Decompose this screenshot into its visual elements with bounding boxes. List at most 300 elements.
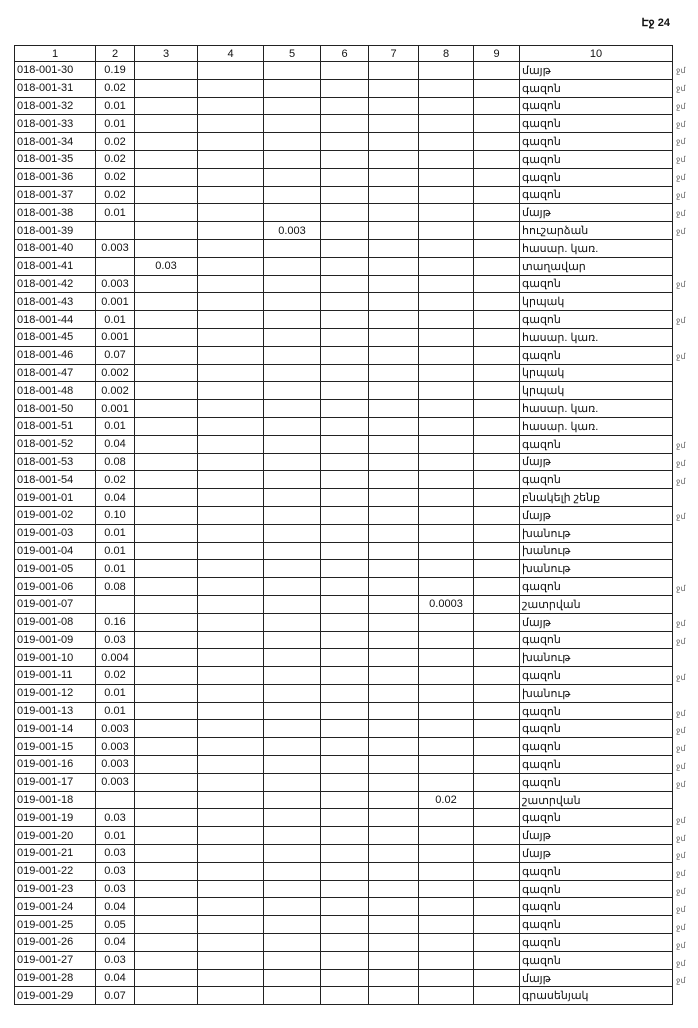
- table-cell: [321, 204, 369, 222]
- table-row: [15, 631, 673, 649]
- table-cell: [369, 880, 419, 898]
- table-cell: [135, 560, 198, 578]
- table-cell: [264, 506, 321, 524]
- table-cell: [419, 613, 474, 631]
- table-cell: 0.04: [96, 435, 135, 453]
- table-cell: [321, 239, 369, 257]
- table-cell: 0.02: [96, 168, 135, 186]
- table-cell: [474, 791, 520, 809]
- margin-note: ջմ: [676, 869, 686, 879]
- table-cell: [135, 898, 198, 916]
- table-cell: [264, 489, 321, 507]
- table-cell: մայթ: [520, 969, 673, 987]
- table-cell: [474, 417, 520, 435]
- table-cell: 0.19: [96, 62, 135, 80]
- table-cell: [264, 880, 321, 898]
- table-cell: 0.002: [96, 364, 135, 382]
- table-cell: [369, 542, 419, 560]
- table-cell: 0.01: [96, 827, 135, 845]
- table-cell: [419, 987, 474, 1005]
- table-cell: գազոն: [520, 79, 673, 97]
- table-cell: [135, 311, 198, 329]
- table-cell: [135, 293, 198, 311]
- table-cell: [321, 293, 369, 311]
- table-cell: 0.003: [96, 738, 135, 756]
- table-cell: [198, 916, 264, 934]
- table-cell: [198, 684, 264, 702]
- table-cell: [321, 631, 369, 649]
- table-cell: [198, 133, 264, 151]
- table-cell: [474, 62, 520, 80]
- table-row: [15, 951, 673, 969]
- table-cell: [264, 667, 321, 685]
- table-cell: 0.003: [96, 773, 135, 791]
- table-cell: [135, 684, 198, 702]
- table-cell: 019-001-29: [15, 987, 96, 1005]
- table-row: [15, 364, 673, 382]
- table-cell: 0.001: [96, 400, 135, 418]
- table-cell: [264, 756, 321, 774]
- table-row: [15, 328, 673, 346]
- table-cell: [474, 222, 520, 240]
- table-row: [15, 133, 673, 151]
- table-cell: խանութ: [520, 560, 673, 578]
- table-cell: [264, 898, 321, 916]
- table-row: [15, 542, 673, 560]
- margin-note: ջմ: [676, 583, 686, 593]
- table-cell: [419, 756, 474, 774]
- table-cell: [369, 738, 419, 756]
- table-cell: 018-001-46: [15, 346, 96, 364]
- table-cell: 018-001-52: [15, 435, 96, 453]
- table-cell: [369, 115, 419, 133]
- table-cell: [264, 542, 321, 560]
- table-cell: [369, 524, 419, 542]
- table-cell: [369, 328, 419, 346]
- table-cell: [135, 435, 198, 453]
- table-cell: [369, 239, 419, 257]
- table-cell: գազոն: [520, 168, 673, 186]
- margin-note: ջմ: [676, 887, 686, 897]
- table-cell: գազոն: [520, 738, 673, 756]
- table-cell: [474, 453, 520, 471]
- table-cell: [419, 435, 474, 453]
- table-row: [15, 471, 673, 489]
- table-cell: [419, 400, 474, 418]
- table-cell: [198, 791, 264, 809]
- table-cell: [419, 275, 474, 293]
- column-header: 6: [321, 46, 369, 62]
- table-cell: [474, 257, 520, 275]
- table-cell: [369, 506, 419, 524]
- table-cell: [419, 489, 474, 507]
- table-cell: [264, 951, 321, 969]
- table-cell: [264, 275, 321, 293]
- table-row: [15, 862, 673, 880]
- margin-note: ջմ: [676, 137, 686, 147]
- table-cell: 0.003: [264, 222, 321, 240]
- table-row: [15, 845, 673, 863]
- margin-note: ջմ: [676, 190, 686, 200]
- table-cell: [321, 845, 369, 863]
- column-header: 5: [264, 46, 321, 62]
- table-cell: 018-001-40: [15, 239, 96, 257]
- table-cell: [474, 524, 520, 542]
- table-cell: [198, 738, 264, 756]
- table-cell: [198, 934, 264, 952]
- table-cell: 0.08: [96, 578, 135, 596]
- table-cell: [474, 293, 520, 311]
- table-cell: [474, 667, 520, 685]
- table-cell: [198, 542, 264, 560]
- table-cell: [264, 186, 321, 204]
- table-cell: [321, 257, 369, 275]
- table-cell: [198, 702, 264, 720]
- table-cell: [474, 560, 520, 578]
- column-header: 2: [96, 46, 135, 62]
- table-cell: [135, 239, 198, 257]
- margin-note: ջմ: [676, 119, 686, 129]
- table-cell: [135, 809, 198, 827]
- table-cell: 018-001-35: [15, 150, 96, 168]
- table-cell: [474, 649, 520, 667]
- table-row: [15, 453, 673, 471]
- table-cell: 0.04: [96, 898, 135, 916]
- table-cell: [419, 809, 474, 827]
- table-cell: [321, 969, 369, 987]
- table-cell: 0.03: [96, 631, 135, 649]
- table-cell: [369, 133, 419, 151]
- margin-note: ջմ: [676, 208, 686, 218]
- table-cell: [474, 489, 520, 507]
- table-cell: 019-001-17: [15, 773, 96, 791]
- table-cell: [369, 311, 419, 329]
- table-cell: [198, 97, 264, 115]
- table-cell: շատրվան: [520, 791, 673, 809]
- table-cell: 019-001-26: [15, 934, 96, 952]
- table-cell: [419, 97, 474, 115]
- table-cell: [474, 239, 520, 257]
- table-cell: [198, 311, 264, 329]
- table-cell: [264, 471, 321, 489]
- table-cell: [369, 79, 419, 97]
- table-cell: [474, 951, 520, 969]
- table-cell: [419, 631, 474, 649]
- table-cell: [369, 720, 419, 738]
- margin-note: ջմ: [676, 173, 686, 183]
- table-cell: [264, 934, 321, 952]
- table-cell: [96, 791, 135, 809]
- table-cell: 0.003: [96, 239, 135, 257]
- table-cell: [198, 328, 264, 346]
- table-cell: [369, 969, 419, 987]
- table-cell: [474, 684, 520, 702]
- page-number: Էջ 24: [641, 17, 670, 29]
- table-cell: [321, 542, 369, 560]
- table-cell: [474, 115, 520, 133]
- table-cell: [135, 756, 198, 774]
- table-cell: 018-001-54: [15, 471, 96, 489]
- table-cell: գազոն: [520, 346, 673, 364]
- table-cell: 019-001-06: [15, 578, 96, 596]
- table-cell: [369, 898, 419, 916]
- table-cell: գազոն: [520, 880, 673, 898]
- margin-note: ջմ: [676, 708, 686, 718]
- table-cell: [474, 168, 520, 186]
- table-cell: [135, 506, 198, 524]
- table-cell: [264, 684, 321, 702]
- table-cell: [135, 489, 198, 507]
- margin-note: ջմ: [676, 83, 686, 93]
- table-cell: [321, 364, 369, 382]
- table-cell: 018-001-34: [15, 133, 96, 151]
- table-cell: [321, 97, 369, 115]
- table-cell: [264, 560, 321, 578]
- table-cell: 018-001-47: [15, 364, 96, 382]
- table-cell: գազոն: [520, 916, 673, 934]
- table-cell: [198, 417, 264, 435]
- table-cell: [321, 417, 369, 435]
- table-cell: [419, 133, 474, 151]
- table-row: [15, 987, 673, 1005]
- table-cell: [198, 613, 264, 631]
- table-cell: [264, 62, 321, 80]
- table-cell: 018-001-36: [15, 168, 96, 186]
- margin-note: ջմ: [676, 476, 686, 486]
- table-row: [15, 595, 673, 613]
- table-cell: [321, 773, 369, 791]
- table-cell: 0.01: [96, 524, 135, 542]
- table-cell: [419, 720, 474, 738]
- table-cell: [321, 560, 369, 578]
- table-cell: 0.05: [96, 916, 135, 934]
- table-cell: [135, 934, 198, 952]
- table-cell: [474, 595, 520, 613]
- table-cell: 019-001-16: [15, 756, 96, 774]
- table-cell: [474, 204, 520, 222]
- table-cell: [321, 79, 369, 97]
- table-cell: [419, 453, 474, 471]
- table-cell: [135, 667, 198, 685]
- table-cell: [419, 168, 474, 186]
- table-cell: [135, 578, 198, 596]
- table-cell: [369, 827, 419, 845]
- table-cell: 0.01: [96, 684, 135, 702]
- table-cell: 019-001-05: [15, 560, 96, 578]
- table-cell: [198, 524, 264, 542]
- table-cell: [264, 578, 321, 596]
- table-cell: [264, 239, 321, 257]
- table-cell: գազոն: [520, 578, 673, 596]
- table-row: [15, 400, 673, 418]
- table-cell: [419, 702, 474, 720]
- table-cell: հասար. կառ.: [520, 417, 673, 435]
- table-cell: 0.01: [96, 417, 135, 435]
- table-cell: [321, 684, 369, 702]
- table-cell: [369, 773, 419, 791]
- table-cell: [369, 845, 419, 863]
- table-cell: [369, 168, 419, 186]
- table-cell: [474, 773, 520, 791]
- table-cell: 019-001-25: [15, 916, 96, 934]
- table-cell: [135, 222, 198, 240]
- table-cell: [419, 239, 474, 257]
- table-cell: [369, 756, 419, 774]
- table-cell: [135, 133, 198, 151]
- table-cell: [321, 506, 369, 524]
- column-header: 7: [369, 46, 419, 62]
- table-row: [15, 791, 673, 809]
- table-cell: խանութ: [520, 542, 673, 560]
- table-cell: 018-001-51: [15, 417, 96, 435]
- table-cell: [369, 702, 419, 720]
- table-cell: [198, 595, 264, 613]
- table-cell: [419, 186, 474, 204]
- table-cell: [135, 62, 198, 80]
- table-cell: [198, 400, 264, 418]
- table-cell: [369, 346, 419, 364]
- table-cell: գազոն: [520, 951, 673, 969]
- table-cell: [474, 471, 520, 489]
- table-cell: [474, 934, 520, 952]
- table-row: [15, 880, 673, 898]
- table-cell: 019-001-09: [15, 631, 96, 649]
- table-cell: [321, 471, 369, 489]
- table-cell: [321, 115, 369, 133]
- table-cell: 0.02: [96, 186, 135, 204]
- table-cell: [419, 951, 474, 969]
- table-cell: [264, 738, 321, 756]
- table-cell: [198, 827, 264, 845]
- table-cell: [321, 880, 369, 898]
- table-cell: գազոն: [520, 311, 673, 329]
- table-cell: [135, 168, 198, 186]
- table-cell: 019-001-04: [15, 542, 96, 560]
- table-cell: կրպակ: [520, 293, 673, 311]
- table-cell: գազոն: [520, 275, 673, 293]
- table-row: [15, 311, 673, 329]
- land-parcel-table: [14, 45, 673, 1005]
- table-row: [15, 239, 673, 257]
- table-cell: [369, 578, 419, 596]
- table-cell: [419, 62, 474, 80]
- table-cell: գազոն: [520, 133, 673, 151]
- table-cell: [135, 631, 198, 649]
- table-cell: [419, 257, 474, 275]
- table-row: [15, 257, 673, 275]
- table-cell: [419, 524, 474, 542]
- table-cell: [419, 898, 474, 916]
- table-cell: [369, 489, 419, 507]
- table-row: [15, 613, 673, 631]
- table-cell: գազոն: [520, 667, 673, 685]
- table-cell: [321, 667, 369, 685]
- table-cell: [321, 916, 369, 934]
- table-cell: [96, 222, 135, 240]
- table-cell: 0.01: [96, 204, 135, 222]
- table-cell: [135, 951, 198, 969]
- table-cell: 019-001-21: [15, 845, 96, 863]
- table-cell: 019-001-24: [15, 898, 96, 916]
- table-cell: [198, 168, 264, 186]
- table-cell: [135, 542, 198, 560]
- table-cell: [474, 578, 520, 596]
- table-cell: [369, 62, 419, 80]
- margin-note: ջմ: [676, 904, 686, 914]
- table-cell: [135, 969, 198, 987]
- table-cell: [321, 222, 369, 240]
- table-cell: գազոն: [520, 862, 673, 880]
- table-cell: գազոն: [520, 471, 673, 489]
- table-cell: [321, 898, 369, 916]
- table-row: [15, 578, 673, 596]
- table-cell: [321, 951, 369, 969]
- table-cell: գազոն: [520, 773, 673, 791]
- table-cell: 018-001-32: [15, 97, 96, 115]
- table-cell: [264, 346, 321, 364]
- table-cell: [321, 578, 369, 596]
- table-cell: [369, 595, 419, 613]
- margin-note: ջմ: [676, 672, 686, 682]
- table-cell: [419, 204, 474, 222]
- table-cell: [321, 382, 369, 400]
- table-cell: 018-001-45: [15, 328, 96, 346]
- table-cell: [135, 364, 198, 382]
- table-cell: [419, 506, 474, 524]
- table-cell: [264, 204, 321, 222]
- table-cell: 019-001-10: [15, 649, 96, 667]
- table-cell: 018-001-50: [15, 400, 96, 418]
- table-cell: [321, 346, 369, 364]
- table-cell: [474, 346, 520, 364]
- table-cell: 0.004: [96, 649, 135, 667]
- margin-note: ջմ: [676, 619, 686, 629]
- table-cell: մայթ: [520, 845, 673, 863]
- table-cell: [474, 702, 520, 720]
- table-cell: [135, 275, 198, 293]
- table-cell: 0.002: [96, 382, 135, 400]
- table-row: [15, 168, 673, 186]
- table-cell: [369, 667, 419, 685]
- table-row: [15, 560, 673, 578]
- table-cell: խանութ: [520, 524, 673, 542]
- table-cell: 0.01: [96, 542, 135, 560]
- table-cell: [474, 809, 520, 827]
- table-cell: գազոն: [520, 115, 673, 133]
- table-cell: 018-001-48: [15, 382, 96, 400]
- table-cell: [198, 969, 264, 987]
- table-cell: [419, 560, 474, 578]
- table-cell: [135, 382, 198, 400]
- table-cell: [419, 471, 474, 489]
- table-cell: [321, 328, 369, 346]
- table-cell: [419, 916, 474, 934]
- table-row: [15, 506, 673, 524]
- table-cell: [198, 435, 264, 453]
- table-cell: [135, 720, 198, 738]
- table-cell: [198, 453, 264, 471]
- table-cell: [198, 79, 264, 97]
- margin-note: ջմ: [676, 976, 686, 986]
- table-cell: [198, 275, 264, 293]
- table-cell: խանութ: [520, 649, 673, 667]
- table-cell: [474, 756, 520, 774]
- table-cell: 0.04: [96, 934, 135, 952]
- table-cell: գազոն: [520, 934, 673, 952]
- table-cell: [264, 79, 321, 97]
- table-cell: [369, 275, 419, 293]
- margin-note: ջմ: [676, 440, 686, 450]
